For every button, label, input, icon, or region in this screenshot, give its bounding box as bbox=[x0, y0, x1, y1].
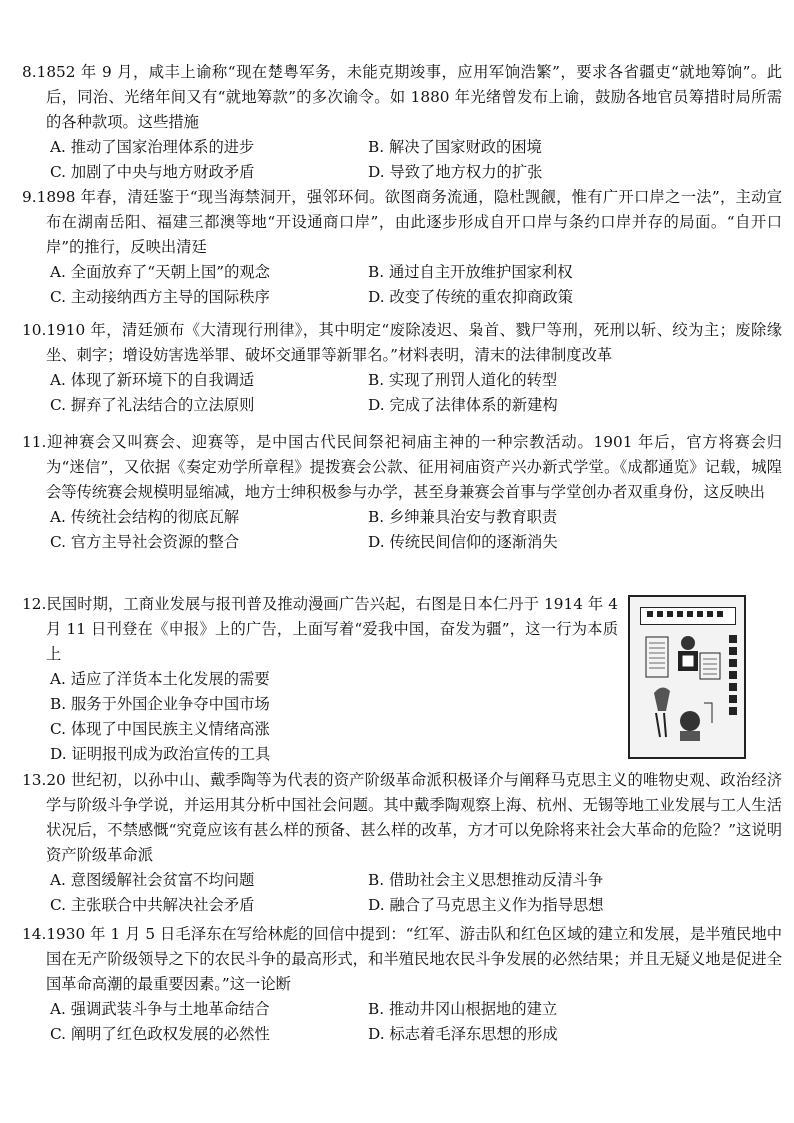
question-14-stem: 14.1930 年 1 月 5 日毛泽东在写给林彪的回信中提到：“红军、游击队和红色区域的建立和发展，是半殖民地中国在无产阶级领导之下的农民斗争的最高形式，和半殖民地农民斗争发展的必然结果；并且无疑义地是促进全国革命高潮的最重要因素。”这一论断 bbox=[22, 925, 782, 993]
question-9-stem: 9.1898 年春，清廷鉴于“现当海禁洞开，强邻环伺。欲图商务流通，隐杜觊觎，惟有广开口岸之一法”，主动宣布在湖南岳阳、福建三都澳等地“开设通商口岸”，由此逐步形成自开口岸与条约口岸并存的局面。“自开口岸”的推行，反映出清廷 bbox=[22, 188, 782, 256]
question-12-option-c[interactable]: C. 体现了中国民族主义情绪高涨 bbox=[50, 720, 270, 738]
question-11 bbox=[22, 430, 782, 555]
jintan-advertisement-image bbox=[628, 595, 746, 759]
question-10-options bbox=[50, 368, 782, 418]
question-10-option-d[interactable]: D. 完成了法律体系的新建构 bbox=[368, 396, 558, 414]
question-12-stem: 12.民国时期，工商业发展与报刊普及推动漫画广告兴起，右图是日本仁丹于 1914 年 4 月 11 日刊登在《申报》上的广告，上面写着“爱我中国，奋发为疆”，这一行为本质上 bbox=[22, 595, 618, 663]
question-14-option-b[interactable]: B. 推动井冈山根据地的建立 bbox=[368, 1000, 558, 1018]
question-11-stem: 11.迎神赛会又叫赛会、迎赛等，是中国古代民间祭祀祠庙主神的一种宗教活动。1901 年后，官方将赛会归为“迷信”，又依据《奏定劝学所章程》提拨赛会公款、征用祠庙资产兴办新式学堂。《成都通览》记载，城隍会等传统赛会规模明显缩减，地方士绅积极参与办学，甚至身兼赛会首事与学堂创办者双重身份，这反映出 bbox=[22, 433, 782, 501]
question-8-options bbox=[50, 135, 782, 185]
question-9 bbox=[22, 185, 782, 310]
ad-banner-lettering bbox=[643, 608, 733, 620]
question-10-option-a[interactable]: A. 体现了新环境下的自我调适 bbox=[50, 371, 255, 389]
question-9-option-c[interactable]: C. 主动接纳西方主导的国际秩序 bbox=[50, 288, 270, 306]
question-8-stem: 8.1852 年 9 月，咸丰上谕称“现在楚粤军务，未能克期竣事，应用军饷浩繁”，要求各省疆吏“就地筹饷”。此后，同治、光绪年间又有“就地筹款”的多次谕令。如 1880 年光绪曾发布上谕，鼓励各地官员筹措时局所需的各种款项。这些措施 bbox=[22, 63, 782, 131]
ad-illustration bbox=[644, 633, 730, 747]
question-13-option-a[interactable]: A. 意图缓解社会贫富不均问题 bbox=[50, 871, 255, 889]
question-9-options bbox=[50, 260, 782, 310]
question-11-option-c[interactable]: C. 官方主导社会资源的整合 bbox=[50, 533, 240, 551]
question-8 bbox=[22, 60, 782, 185]
question-9-option-b[interactable]: B. 通过自主开放维护国家利权 bbox=[368, 263, 573, 281]
question-10-option-b[interactable]: B. 实现了刑罚人道化的转型 bbox=[368, 371, 558, 389]
question-14-option-c[interactable]: C. 阐明了红色政权发展的必然性 bbox=[50, 1025, 270, 1043]
question-8-option-b[interactable]: B. 解决了国家财政的困境 bbox=[368, 138, 542, 156]
question-11-option-b[interactable]: B. 乡绅兼具治安与教育职责 bbox=[368, 508, 558, 526]
question-14-options bbox=[50, 997, 782, 1047]
question-14-option-d[interactable]: D. 标志着毛泽东思想的形成 bbox=[368, 1025, 558, 1043]
question-9-option-a[interactable]: A. 全面放弃了“天朝上国”的观念 bbox=[50, 263, 270, 281]
question-11-options bbox=[50, 505, 782, 555]
question-11-option-d[interactable]: D. 传统民间信仰的逐渐消失 bbox=[368, 533, 558, 551]
question-13-options bbox=[50, 868, 782, 918]
question-10-stem: 10.1910 年，清廷颁布《大清现行刑律》，其中明定“废除凌迟、枭首、戮尸等刑，死刑以斩、绞为主；废除缘坐、刺字；增设妨害选举罪、破坏交通罪等新罪名。”材料表明，清末的法律制度改革 bbox=[22, 321, 782, 364]
question-12-option-b[interactable]: B. 服务于外国企业争夺中国市场 bbox=[50, 695, 270, 713]
ad-side-lettering bbox=[728, 631, 738, 731]
question-8-option-a[interactable]: A. 推动了国家治理体系的进步 bbox=[50, 138, 255, 156]
question-11-option-a[interactable]: A. 传统社会结构的彻底瓦解 bbox=[50, 508, 240, 526]
question-14-option-a[interactable]: A. 强调武装斗争与土地革命结合 bbox=[50, 1000, 270, 1018]
question-10-option-c[interactable]: C. 摒弃了礼法结合的立法原则 bbox=[50, 396, 255, 414]
ad-banner bbox=[640, 607, 736, 625]
question-12-option-d[interactable]: D. 证明报刊成为政治宣传的工具 bbox=[50, 745, 271, 763]
ad-side-text bbox=[728, 631, 740, 741]
question-9-option-d[interactable]: D. 改变了传统的重农抑商政策 bbox=[368, 288, 574, 306]
question-13-option-c[interactable]: C. 主张联合中共解决社会矛盾 bbox=[50, 896, 255, 914]
question-13-option-b[interactable]: B. 借助社会主义思想推动反清斗争 bbox=[368, 871, 604, 889]
question-8-option-d[interactable]: D. 导致了地方权力的扩张 bbox=[368, 163, 543, 181]
question-10 bbox=[22, 318, 782, 418]
question-8-option-c[interactable]: C. 加剧了中央与地方财政矛盾 bbox=[50, 163, 255, 181]
question-12-option-a[interactable]: A. 适应了洋货本土化发展的需要 bbox=[50, 670, 270, 688]
question-14 bbox=[22, 922, 782, 1047]
question-13-option-d[interactable]: D. 融合了马克思主义作为指导思想 bbox=[368, 896, 604, 914]
question-13 bbox=[22, 768, 782, 918]
question-13-stem: 13.20 世纪初，以孙中山、戴季陶等为代表的资产阶级革命派积极译介与阐释马克思主义的唯物史观、政治经济学与阶级斗争学说，并运用其分析中国社会问题。其中戴季陶观察上海、杭州、无锡等地工业发展与工人生活状况后，不禁感慨“究竟应该有甚么样的预备、甚么样的改革，方才可以免除将来社会大革命的危险？”这说明资产阶级革命派 bbox=[22, 771, 782, 864]
